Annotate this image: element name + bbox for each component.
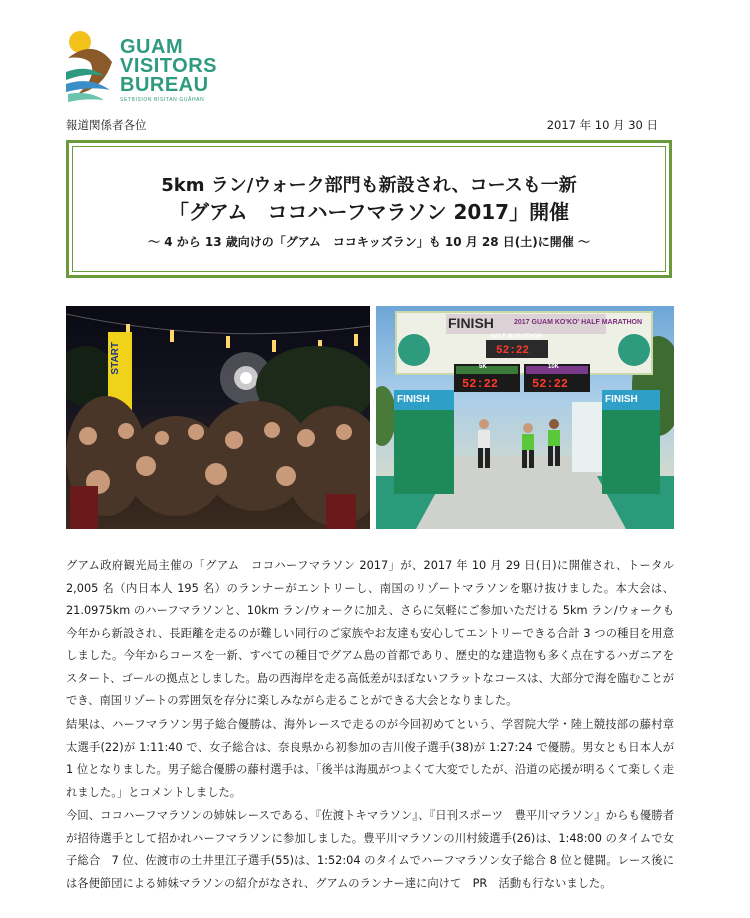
headline-line-1: 5km ラン/ウォーク部門も新設され、コースも一新 [161,175,577,196]
logo-tagline: SETBISION BISITAN GUÅHAN [120,97,205,103]
finish-arch-detail: 2017 GUAM KO'KO' HALF MARATHON [514,319,643,326]
headline-line-2: 「グアム ココハーフマラソン 2017」開催 [168,200,570,224]
finish-line-photo [376,306,674,529]
logo-line-guam: GUAM [120,36,184,58]
paragraph-overview: グアム政府観光局主催の「グアム ココハーフマラソン 2017」が、2017 年 10 月 29 日(日)に開催され、トータル 2,005 名（内日本人 195 名）のランナーがエントリーし、南国のリゾートマラソンを駆け抜けました。本大会は、21.0975km のハーフマラソンと、10km ラン/ウォークに加え、さらに気軽にご参加いただける 5km ラン/ウォークも今年から新設され、長距離を走るのが難しい同行のご家族やお友達も安心してエントリーできる合計 3 つの種目を用意しました。今年からコースを一新、すべての種目でグアム島の首都であり、歴史的な建造物も多く点在するハガニアをスタート、ゴールの拠点としました。島の西海岸を走る高低差がほぼないフラットなコースは、大部分で海を臨むことができ、南国リゾートの雰囲気を存分に楽しみながら走ることができる大会となりました。 [66,559,675,707]
headline-line-3: ～ 4 から 13 歳向けの「グアム ココキッズラン」も 10 月 28 日(土)に開催 ～ [148,235,590,249]
clock-right: 52:22 [532,377,569,391]
clock-10k-label: 10K [548,364,560,370]
start-sign: START [110,342,121,375]
clock-left: 52:22 [462,377,499,391]
logo-line-visitors: VISITORS [120,55,217,77]
headline-box [66,140,672,278]
finish-arch-sub: HALF MARATHON [490,334,543,340]
paragraph-results: 結果は、ハーフマラソン男子総合優勝は、海外レースで走るのが今回初めてという、学習院大学・陸上競技部の藤村章太選手(22)が 1:11:40 で、女子総合は、奈良県から初参加の吉川俊子選手(38)が 1:27:24 で優勝。男女とも日本人が 1 位となりました。男子総合優勝の藤村選手は、「後半は海風がつよくて大変でしたが、沿道の応援が明るくて楽しく走れました。」とコメントしました。 [66,718,674,799]
logo-wordmark [120,38,217,95]
paragraph-sister-races: 今回、ココハーフマラソンの姉妹レースである、『佐渡トキマラソン』、『日刊スポーツ 豊平川マラソン』からも優勝者が招待選手として招かれハーフマラソンに参加しました。豊平川マラソンの川村綾選手(26)は、1:48:00 のタイムで女子総合 7 位、佐渡市の土井里江子選手(55)は、1:52:04 のタイムでハーフマラソン女子総合 8 位と健闘。レース後には各便節団による姉妹マラソンの紹介がなされ、グアムのランナー達に向けて PR 活動も行ないました。 [66,809,674,890]
finish-arch-title: FINISH [448,315,494,331]
clock-5k-label: 5K [479,364,487,370]
clock-top: 52:22 [496,345,530,357]
gvb-logo [64,28,217,108]
gvb-logo-mark-icon [64,28,120,108]
gate-right-label: FINISH [605,394,638,405]
race-start-photo [66,306,370,529]
release-date: 2017 年 10 月 30 日 [546,118,658,132]
logo-line-bureau: BUREAU [120,74,209,96]
recipient: 報道関係者各位 [66,118,147,132]
gate-left-label: FINISH [397,394,430,405]
race-start-crowd-icon [66,306,370,529]
